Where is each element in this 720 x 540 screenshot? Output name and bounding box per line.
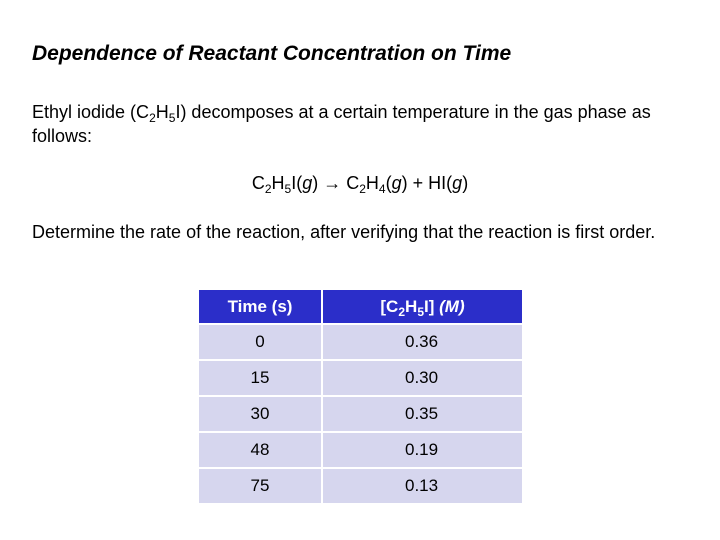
cell-concentration: 0.35 <box>323 397 522 431</box>
product1-phase: g <box>391 173 402 193</box>
reaction-equation <box>0 173 720 194</box>
intro-text-after: I) decomposes at a certain temperature in the gas phase as follows: <box>32 102 651 146</box>
product1-subscript-2: 2 <box>359 182 366 196</box>
table-row <box>199 361 522 395</box>
product1-close: ) <box>401 173 408 193</box>
header-conc-h: H <box>405 296 418 316</box>
header-conc-close: I] <box>424 296 435 316</box>
cell-concentration: 0.30 <box>323 361 522 395</box>
data-table <box>199 288 522 505</box>
cell-concentration: 0.19 <box>323 433 522 467</box>
reactant-subscript-5: 5 <box>284 182 292 196</box>
header-conc-subscript-5: 5 <box>417 304 424 319</box>
cell-time: 15 <box>199 361 323 395</box>
cell-time: 48 <box>199 433 323 467</box>
product2-phase: g <box>452 173 463 193</box>
reactant-subscript-2: 2 <box>264 182 272 196</box>
reactant-tail: I( <box>291 173 303 193</box>
table-row <box>199 469 522 503</box>
cell-time: 0 <box>199 325 323 359</box>
product1-open: ( <box>385 173 392 193</box>
cell-concentration: 0.36 <box>323 325 522 359</box>
plus-sign: + <box>412 173 424 193</box>
intro-text-h: H <box>155 102 169 122</box>
reactant-c: C <box>251 173 265 193</box>
product2-close: ) <box>462 173 469 193</box>
cell-time: 75 <box>199 469 323 503</box>
product1-subscript-4: 4 <box>378 182 386 196</box>
header-conc-open: [C <box>380 296 399 316</box>
intro-subscript-2: 2 <box>149 111 156 125</box>
header-conc-subscript-2: 2 <box>398 304 406 319</box>
table-row <box>199 325 522 359</box>
table-row <box>199 433 522 467</box>
table-header-row <box>199 290 522 323</box>
cell-concentration: 0.13 <box>323 469 522 503</box>
reactant-h: H <box>271 173 285 193</box>
intro-text-before: Ethyl iodide (C <box>32 102 150 122</box>
header-conc-unit: (M) <box>439 296 465 316</box>
product2-name: HI( <box>428 173 453 193</box>
cell-time: 30 <box>199 397 323 431</box>
reaction-arrow: → <box>323 173 342 193</box>
intro-subscript-5: 5 <box>168 111 176 125</box>
product1-c: C <box>346 173 360 193</box>
header-time: Time (s) <box>199 290 323 323</box>
instruction-paragraph: Determine the rate of the reaction, after verifying that the reaction is first order. <box>32 222 656 242</box>
table-row <box>199 397 522 431</box>
reactant-close: ) <box>312 173 319 193</box>
header-concentration <box>323 290 522 323</box>
page-title: Dependence of Reactant Concentration on Time <box>32 42 512 65</box>
intro-paragraph <box>32 100 702 148</box>
product1-h: H <box>365 173 379 193</box>
reactant-phase: g <box>302 173 313 193</box>
